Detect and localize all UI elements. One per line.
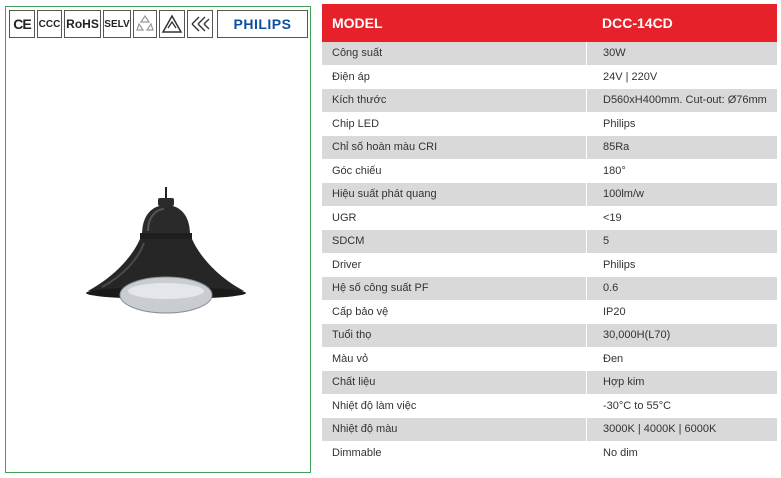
row-value: 30W: [586, 42, 626, 65]
row-label: Chỉ số hoàn màu CRI: [332, 141, 438, 154]
certification-logos: [9, 10, 308, 40]
spec-rows: [322, 42, 777, 465]
row-value: 3000K | 4000K | 6000K: [586, 418, 716, 441]
row-label: UGR: [332, 211, 357, 224]
table-row: [322, 254, 777, 278]
table-row: [322, 89, 777, 113]
ccc-mark: CCC: [37, 10, 62, 38]
row-value: 24V | 220V: [586, 66, 657, 89]
row-value: -30°C to 55°C: [586, 395, 671, 418]
table-row: [322, 371, 777, 395]
header-model-value: DCC-14CD: [602, 15, 673, 31]
table-row: [322, 418, 777, 442]
row-label: SDCM: [332, 235, 365, 248]
product-panel: [5, 6, 311, 473]
row-label: Driver: [332, 258, 362, 271]
row-label: Kích thước: [332, 94, 387, 107]
row-label: Nhiệt độ màu: [332, 423, 398, 436]
row-label: Màu vỏ: [332, 352, 369, 365]
table-row: [322, 207, 777, 231]
table-row: [322, 66, 777, 90]
row-value: 100lm/w: [586, 183, 644, 206]
row-value: 5: [586, 230, 609, 253]
row-label: Chất liệu: [332, 376, 376, 389]
table-row: [322, 160, 777, 184]
header-label: MODEL: [332, 15, 383, 31]
row-label: Dimmable: [332, 446, 382, 459]
row-value: No dim: [586, 442, 638, 465]
row-value: Philips: [586, 113, 635, 136]
table-row: [322, 136, 777, 160]
spec-table: [322, 4, 777, 465]
recycle-icon: [133, 10, 157, 38]
row-label: Góc chiếu: [332, 164, 382, 177]
row-value: IP20: [586, 301, 626, 324]
table-row: [322, 301, 777, 325]
row-value: 180°: [586, 160, 626, 183]
row-label: Chip LED: [332, 117, 380, 130]
rcm-triangle-icon: [159, 10, 185, 38]
table-row: [322, 395, 777, 419]
row-label: Tuổi thọ: [332, 329, 372, 342]
table-row: [322, 324, 777, 348]
table-row: [322, 113, 777, 137]
row-label: Điện áp: [332, 70, 370, 83]
row-value: 85Ra: [586, 136, 629, 159]
row-label: Hệ số công suất PF: [332, 282, 429, 295]
table-row: [322, 183, 777, 207]
power-factor-icon: [187, 10, 213, 38]
row-value: 30,000H(L70): [586, 324, 670, 347]
table-row: [322, 348, 777, 372]
selv-mark: SELV: [103, 10, 131, 38]
row-label: Hiệu suất phát quang: [332, 188, 437, 201]
philips-logo: PHILIPS: [217, 10, 308, 38]
table-row: [322, 277, 777, 301]
row-value: Đen: [586, 348, 623, 371]
row-value: <19: [586, 207, 622, 230]
row-label: Cấp bảo vệ: [332, 305, 389, 318]
row-label: Nhiệt độ làm việc: [332, 399, 417, 412]
table-row: [322, 230, 777, 254]
spec-table-header: [322, 4, 777, 42]
row-value: 0.6: [586, 277, 618, 300]
table-row: [322, 42, 777, 66]
row-label: Công suất: [332, 47, 383, 60]
table-row: [322, 442, 777, 466]
row-value: Hợp kim: [586, 371, 644, 394]
row-value: Philips: [586, 254, 635, 277]
lamp-image: [84, 187, 250, 317]
ce-mark: CE: [9, 10, 35, 38]
row-value: D560xH400mm. Cut-out: Ø76mm: [586, 89, 767, 112]
rohs-mark: RoHS: [64, 10, 101, 38]
